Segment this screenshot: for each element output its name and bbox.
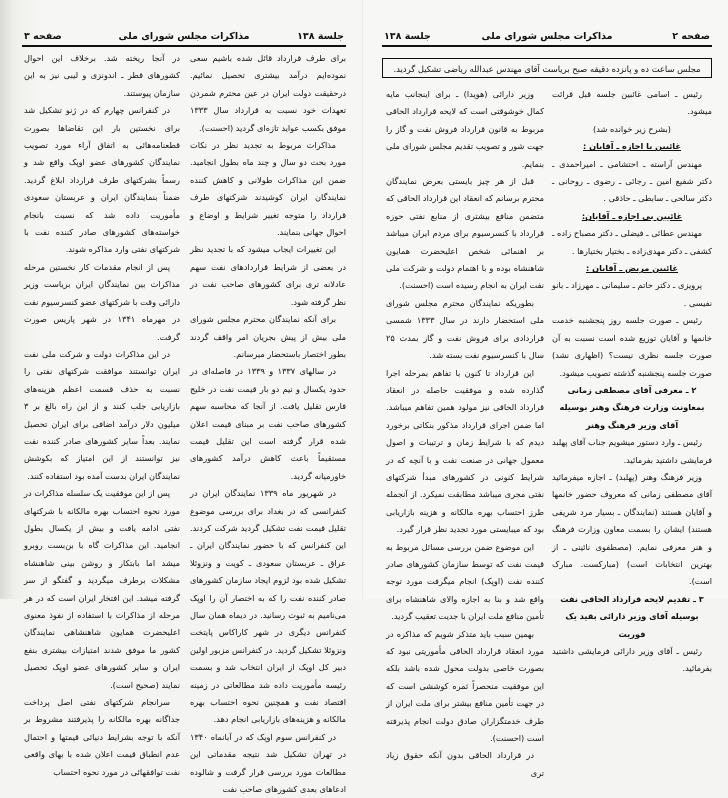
paragraph: در کنفرانس سوم اوپک که در آبانماه ۱۳۴۰ در تهران تشکیل شد نتیجه مقدماتی این مطالعات مورد بررسی قرار گرفت و شالوده ادعاهای بعدی کشورهای صاحب نفت xyxy=(190,731,346,795)
paragraph: این قرارداد تا کنون با تفاهم بمرحله اجرا گذارده شده و موفقیت حاصله در انعقاد قرارداد الحاقی نیز مولود همین تفاهم میباشد. اما ضمن اجرای قرارداد مذکور بنکاتی برخورد دیدم که با شرایط زمان و ترتیبات و اصول معمول جهانی در صنعت نفت و با آنچه که در شرایط کنونی در کشورهای مبدأ شرکتهای نفتی مجری میباشد مطابقت نمیکرد. از آنجمله طرز احتساب بهره مالکانه و هزینه بازاریابی بود که میبایستی مورد تجدید نظر قرار گیرد. xyxy=(386,367,544,535)
paragraph: این موضوع ضمن بررسی مسائل مربوط به قیمت نفت که توسط سازمان کشورهای صادر کننده نفت (اوپک) انجام میگرفت مورد توجه واقع شد و بنا به اجازه والای شاهنشاه برای تأمین منافع ملت ایران با جدیت تعقیب گردید. xyxy=(386,541,544,622)
header-rule xyxy=(22,45,346,47)
paragraph: وزیر فرهنگ وهنر (پهلبد) ـ اجازه میفرمائید آقای مصطفی زمانی که معروف حضور خانمها و آقایان هستند (نمایندگان ـ بسیار مرد شریفی هستند) ایشان را بسمت معاون وزارت فرهنگ و هنر معرفی نمایم. (مصطفوی نائینی ـ از بهترین انتخابات است) (مبارکست. مبارک است). xyxy=(552,471,712,587)
paragraph: برای آنکه نمایندگان محترم مجلس شورای ملی بیش از پیش بجریان امر واقف گردند بطور اختصار باستحضار میرسانم. xyxy=(190,314,346,359)
header-rule xyxy=(382,45,712,47)
paragraph: (بشرح زیر خوانده شد) xyxy=(593,123,671,134)
paragraph: پرویزی ـ دکتر حاتم ـ سلیمانی ـ مهرزاد ـ بانو نفیسی . xyxy=(552,280,712,308)
paragraph: در آنجا ریخته شد. برخلاف این احوال کشورهای قطر ـ اندونزی و لیبی نیز به این سازمان پیوستند. xyxy=(24,53,180,98)
publication-title: مذاکرات مجلس شورای ملی xyxy=(481,31,613,42)
session-opening-box: مجلس ساعت ده و پانزده دقیقه صبح بریاست آقای مهندس عبدالله ریاضی تشکیل گردید. xyxy=(382,58,712,78)
paragraph: رئیس ـ وارد دستور میشویم جناب آقای پهلبد فرمایشی داشتید بفرمائید. xyxy=(552,437,712,465)
paragraph: برای طرف قرارداد قائل شده باشیم سعی نموده‌ایم درآمد بیشتری تحصیل نمائیم. درحقیقت دولت ایران در عین محترم شمردن تعهدات خود نسبت به قرارداد سال ۱۳۳۳ موفق بکسب عواید تازه‌ای گردید (احسنت). xyxy=(190,53,346,133)
paragraph: در سالهای ۱۳۳۷ و ۱۳۳۹ در فاصله‌ای در حدود یکسال و نیم دو بار قیمت نفت در خلیج فارس تقلیل یافت. از آنجا که محاسبه سهم کشورهای صاحب نفت بر مبنای قیمت اعلان شده قرار گرفته است این تقلیل قیمت مستقیماً باعث کاهش درآمد کشورهای خاورمیانه گردید. xyxy=(190,366,346,481)
paragraph: مذاکرات مربوط به تجدید نظر در نکات مورد بحث دو سال و چند ماه بطول انجامید. ضمن این مذاکرات طولانی و کاهش کننده نمایندگان ایران کوشیدند شرکتهای طرف قرارداد را متوجه تغییر شرایط و اوضاع و احوال جهانی بنمایند. xyxy=(190,140,346,238)
paragraph: در قرارداد الحاقی بدون آنکه حقوق زیاد تری xyxy=(386,750,544,778)
paragraph: قبل از هر چیز بایستی بعرض نمایندگان محترم برسانم که انعقاد این قرارداد الحاقی که متضمن منافع بیشتری از منابع نفتی حوزه قرارداد با کنسرسیوم برای مردم ایران میباشد بر اهنمائی شخص اعلیحضرت همایون شاهنشاه بوده و با اهتمام دولت و شرکت ملی نفت ایران به انجام رسیده است (احسنت). xyxy=(386,176,544,291)
agenda-item-heading: ۳ ـ تقدیم لایحه قرارداد الحاقی نفت بوسیله آقای وزیر دارائی بقید یک فوریت xyxy=(560,593,704,639)
page-2 xyxy=(364,0,728,778)
publication-title: مذاکرات مجلس شورای ملی xyxy=(118,31,250,42)
session-number: جلسة ۱۳۸ xyxy=(384,31,431,42)
paragraph: در این مذاکرات دولت و شرکت ملی نفت ایران توانستند موافقت شرکتهای نفتی را نسبت به حذف قسمت اعظم هزینه‌های بازاریابی جلب کنند و از این راه بالغ بر ۳ میلیون دلار درآمد اضافی برای ایران تحصیل نمایند. بعداً سایر کشورهای صادر کننده نفت نیز توانستند از این امتیاز که بکوشش نمایندگان ایران بدست آمده بود استفاده کنند. xyxy=(24,348,180,481)
text-column-right xyxy=(190,50,346,798)
text-column-left xyxy=(24,50,180,781)
paragraph: این تغییرات ایجاب میشود که با تجدید نظر در بعضی از شرایط قراردادهای نفت سهم عادلانه تری برای کشورهای صاحب نفت در نظر گرفته شود. xyxy=(190,244,346,307)
paragraph: در کنفرانس چهارم که در ژنو تشکیل شد برای نخستین بار این تقاضاها بصورت قطعنامه‌هائی به اتفاق آراء مورد تصویب نمایندگان کشورهای عضو اوپک واقع شد و رسماً بشرکتهای طرف قرارداد ابلاغ گردید. ضمناً بنمایندگان ایران و عربستان سعودی مأموریت داده شد که نسبت بانجام خواسته‌های کشورهای صادر کننده نفت با شرکتهای نفتی وارد مذاکره شوند. xyxy=(24,105,180,255)
page-header xyxy=(384,31,710,43)
text-column-right xyxy=(552,86,712,678)
section-subheading: غائبین با اجازه ـ آقایان : xyxy=(583,141,681,152)
paragraph: رئیس ـ آقای وزیر دارائی فرمایشی داشتید بفرمائید. xyxy=(552,646,712,674)
page-3 xyxy=(0,0,364,795)
text-column-left xyxy=(386,86,544,782)
paragraph: رئیس ـ صورت جلسه روز پنجشنبه خدمت خانمها و آقایان توزیع شده است نسبت به آن صورت جلسه نظری نیست؟ (اظهاری نشد) صورت جلسه پنجشنبه گذشته تصویب میشود. xyxy=(552,315,712,378)
paragraph: وزیر دارائی (هویدا) ـ برای اینجانب مایه کمال خوشوقتی است که لایحه قرارداد الحاقی مربوط به قانون قرارداد فروش نفت و گاز را جهت شور و تصویب تقدیم مجلس شورای ملی بنمایم. xyxy=(386,89,544,169)
paragraph: در شهریور ماه ۱۳۳۹ نمایندگان ایران در کنفرانسی که در بغداد برای بررسی موضوع تقلیل قیمت نفت تشکیل گردید شرکت کردند. این کنفرانس که با حضور نمایندگان ایران ـ عراق ـ عربستان سعودی ـ کویت و ونزوئلا تشکیل شده بود لزوم ایجاد سازمان کشورهای صادر کننده نفت را که به اختصار آن را اوپک می‌نامیم به ثبوت رسانید. در دیماه همان سال کنفرانس دیگری در شهر کاراکاس پایتخت ونزوئلا تشکیل گردید. در کنفرانس مزبور اولین دبیر کل اوپک از ایران انتخاب شد و بسمت رئیسه مأموریت داده شد مطالعاتی در زمینه اقتصاد نفت و همچنین نحوه احتساب بهره مالکانه و هزینه‌های بازاریابی انجام دهد. xyxy=(190,488,346,725)
section-subheading: غائبین مریض ـ آقایان : xyxy=(585,263,679,274)
paragraph: بطوریکه نمایندگان محترم مجلس شورای ملی استحضار دارند در سال ۱۳۳۳ شمسی قراردادی برای فروش نفت و گاز بمدت ۲۵ سال با کنسرسیوم نفت بسته شد. xyxy=(386,297,544,361)
page-header xyxy=(24,31,344,43)
page-number: صفحه ۲ xyxy=(672,31,710,42)
session-number: جلسة ۱۳۸ xyxy=(297,31,344,42)
section-subheading: غائبین بی اجازه ـ آقایان: xyxy=(581,210,683,221)
page-number: صفحه ۳ xyxy=(24,31,62,42)
paragraph: مهندس آراسته ـ احتشامی ـ امیراحمدی ـ دکتر شفیع امین ـ رجائی ـ رضوی ـ روحانی ـ دکتر سالحی ـ سابطی ـ حاذقی . xyxy=(552,158,712,204)
paragraph: سرانجام شرکتهای نفتی اصل پرداخت جداگانه بهره مالکانه را پذیرفتند مشروط بر آنکه با توجه بشرایط دنیائی قیمتها و احتمال عدم انطباق قیمت اعلان شده با بهای واقعی نفت توافقهائی در مورد نحوه احتساب xyxy=(24,697,180,777)
paragraph: رئیس ـ اسامی غائبین جلسه قبل قرائت میشود. xyxy=(552,89,712,117)
paragraph: مهندس عطائی ـ فیضلی ـ دکتر مصباح زاده ـ کشفی ـ دکتر مهدی‌زاده ـ بختیار بختیارها . xyxy=(552,228,712,256)
paragraph: پس از این موفقیت یک سلسله مذاکرات در مورد نحوه احتساب بهره مالکانه با شرکتهای نفتی ادامه یافت و بیش از یکسال بطول انجامید. این مذاکرات گاه با بن‌بست روبرو میشد اما بابتکار و روشن بینی شاهنشاه مشکلات برطرف میگردید و گفتگو از سر گرفته میشد. این افتخار ایران است که در هر مرحله از مذاکرات با استفاده از نفوذ معنوی اعلیحضرت همایون شاهنشاهی نمایندگان کشور ما موفق شدند امتیازات بیشتری بنفع ایران و سایر کشورهای عضو اوپک تحصیل نمایند (صحیح است). xyxy=(24,488,180,690)
paragraph: بهمین سبب باید متذکر شویم که مذاکره در مورد انعقاد قرارداد الحاقی مأموریتی نبود که بصورت خاصی بدولت محول شده باشد بلکه این موفقیت منحصراً ثمره کوششی است که در جهت تأمین منافع بیشتر برای ملت ایران از طرف خدمتگزاران صادق دولت انجام پذیرفته است (احسنت). xyxy=(386,628,544,744)
paragraph: پس از انجام مقدمات کار نخستین مرحله مذاکرات بین نمایندگان ایران بریاست وزیر دارائی وقت با شرکتهای عضو کنسرسیوم نفت در مهرماه ۱۳۴۱ در شهر پاریس صورت گرفت. xyxy=(24,261,181,342)
agenda-item-heading: ۲ ـ معرفی آقای مصطفی زمانی بمعاونت وزارت فرهنگ وهنر بوسیله آقای وزیر فرهنگ وهنر xyxy=(559,384,705,430)
